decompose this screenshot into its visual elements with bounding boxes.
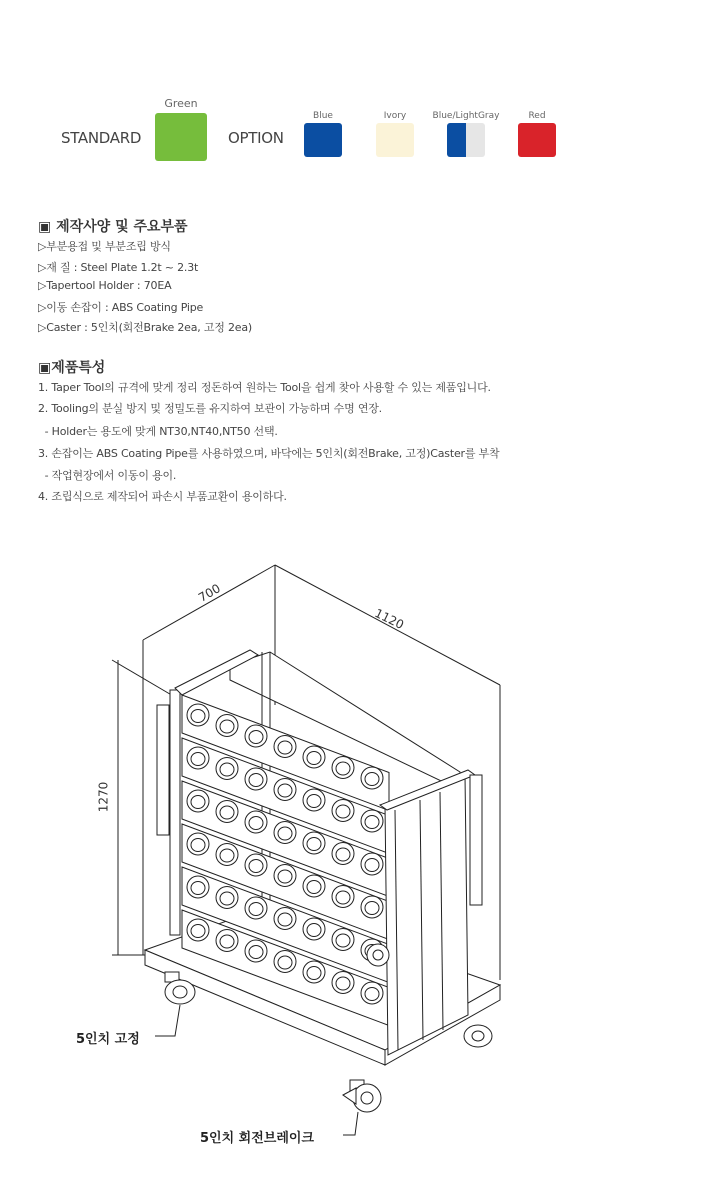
blue-lightgray-swatch-label: Blue/LightGray xyxy=(432,111,500,121)
blue-swatch-label: Blue xyxy=(313,111,333,121)
feature-item: 1. Taper Tool의 규격에 맞게 정리 정돈하여 원하는 Tool을 쉽게 찾아 사용할 수 있는 제품입니다. xyxy=(38,381,491,394)
features-title: ▣제품특성 xyxy=(38,360,106,376)
caster-brake-rear xyxy=(367,944,389,966)
feature-item: - Holder는 용도에 맞게 NT30,NT40,NT50 선택. xyxy=(38,425,278,438)
red-swatch-label: Red xyxy=(528,111,546,121)
specs-title: ▣ 제작사양 및 주요부품 xyxy=(38,219,188,235)
blue-swatch xyxy=(304,123,342,157)
green-swatch-label: Green xyxy=(164,97,198,110)
option-label: OPTION xyxy=(228,129,284,147)
green-swatch xyxy=(155,113,207,161)
ivory-swatch xyxy=(376,123,414,157)
feature-item: 3. 손잡이는 ABS Coating Pipe를 사용하였으며, 바닥에는 5인치(회전Brake, 고정)Caster를 부착 xyxy=(38,447,500,460)
spec-item: ▷부분용접 및 부분조립 방식 xyxy=(38,240,171,253)
feature-item: 4. 조립식으로 제작되어 파손시 부품교환이 용이하다. xyxy=(38,490,287,503)
dim-length: 1120 xyxy=(372,606,407,632)
spec-item: ▷Caster : 5인치(회전Brake 2ea, 고정 2ea) xyxy=(38,321,253,334)
tool-cart-drawing xyxy=(0,540,709,1160)
caster-fixed-right xyxy=(464,1025,492,1047)
caster-brake-front xyxy=(343,1080,381,1112)
standard-label: STANDARD xyxy=(61,129,142,147)
spec-item: ▷재 질 : Steel Plate 1.2t ~ 2.3t xyxy=(38,261,199,274)
spec-item: ▷Tapertool Holder : 70EA xyxy=(38,279,172,292)
feature-item: 2. Tooling의 분실 방지 및 정밀도를 유지하여 보관이 가능하며 수명 연장. xyxy=(38,402,382,415)
dim-width: 700 xyxy=(196,581,223,605)
red-swatch xyxy=(518,123,556,157)
spec-item: ▷이동 손잡이 : ABS Coating Pipe xyxy=(38,301,204,314)
dim-height: 1270 xyxy=(96,781,111,813)
ivory-swatch-label: Ivory xyxy=(383,111,407,121)
callout-brake-caster: 5인치 회전브레이크 xyxy=(200,1131,315,1146)
feature-item: - 작업현장에서 이동이 용이. xyxy=(38,469,177,482)
blue-lightgray-swatch xyxy=(447,123,485,157)
callout-fixed-caster: 5인치 고정 xyxy=(76,1032,140,1047)
